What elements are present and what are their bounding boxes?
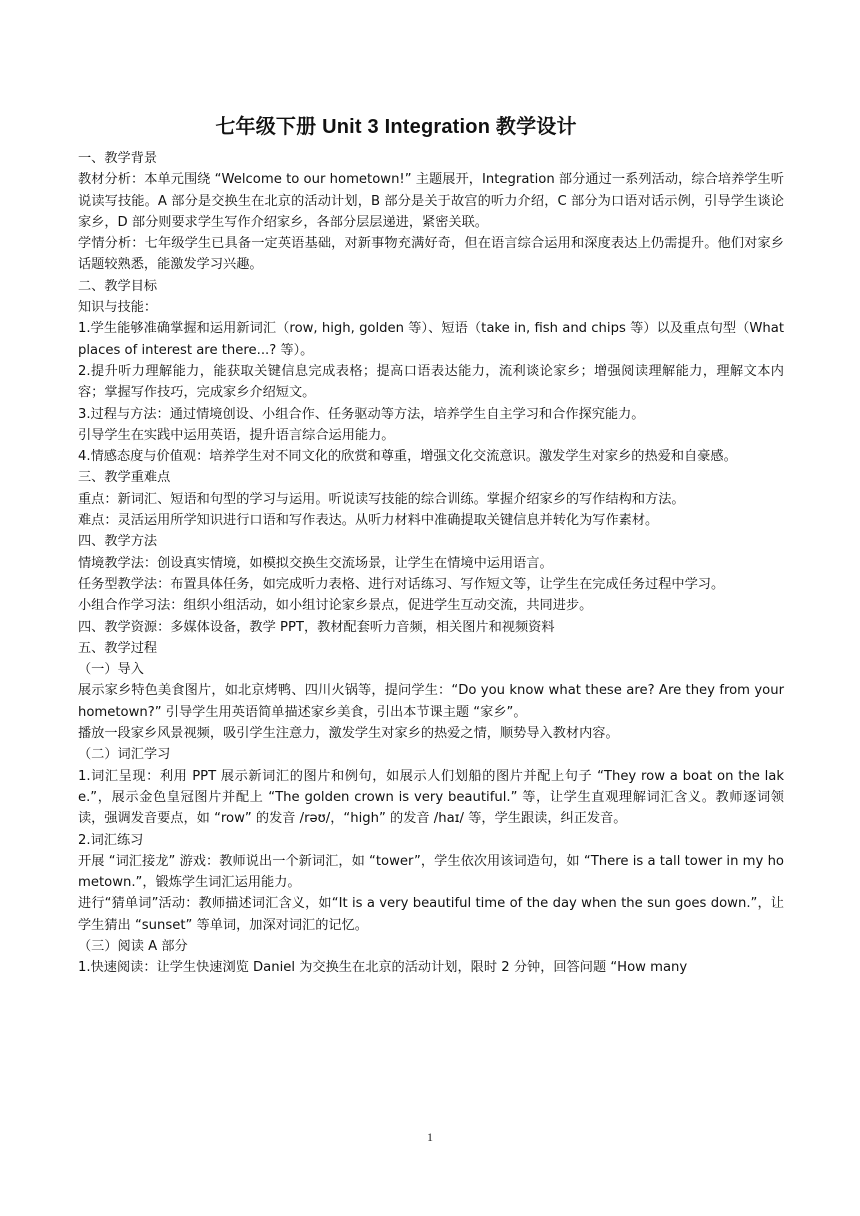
objective-item-3: 3.过程与方法：通过情境创设、小组合作、任务驱动等方法，培养学生自主学习和合作探究能力。 xyxy=(78,406,645,422)
objective-item-2: 2.提升听力理解能力，能获取关键信息完成表格；提高口语表达能力，流利谈论家乡；增强阅读理解能力，理解文本内容；掌握写作技巧，完成家乡介绍短文。 xyxy=(78,363,784,401)
paragraph-task-method: 任务型教学法：布置具体任务，如完成听力表格、进行对话练习、写作短文等，让学生在完成任务过程中学习。 xyxy=(78,576,725,592)
paragraph-group-method: 小组合作学习法：组织小组活动，如小组讨论家乡景点，促进学生互动交流，共同进步。 xyxy=(78,598,593,614)
paragraph-word-chain-game: 开展 “词汇接龙” 游戏：教师说出一个新词汇，如 “tower”，学生依次用该词造句，如 “There is a tall tower in my hometown.”，锻炼学生词汇运用能力。 xyxy=(78,853,784,891)
paragraph-lead-in-food: 展示家乡特色美食图片，如北京烤鸭、四川火锅等，提问学生：“Do you know what these are? Are they from your hometown?” 引导学生用英语简单描述家乡美食，引出本节课主题 “家乡”。 xyxy=(78,683,784,720)
document-title: 七年级下册 Unit 3 Integration 教学设计 xyxy=(215,116,577,138)
paragraph-resources: 四、教学资源：多媒体设备，教学 PPT，教材配套听力音频，相关图片和视频资料 xyxy=(78,619,555,635)
subheading-reading-a: （三）阅读 A 部分 xyxy=(78,938,188,954)
paragraph-textbook-analysis: 教材分析：本单元围绕 “Welcome to our hometown!” 主题展开，Integration 部分通过一系列活动，综合培养学生听说读写技能。A 部分是交换生在北京的活动计划，B 部分是关于故宫的听力介绍，C 部分为口语对话示例，引导学生谈论家乡，D 部分则要求学生写作介绍家乡，各部分层层递进，紧密关联。 xyxy=(78,172,784,230)
paragraph-vocabulary-presentation: 1.词汇呈现：利用 PPT 展示新词汇的图片和例句，如展示人们划船的图片并配上句子 “They row a boat on the lake.”，展示金色皇冠图片并配上 “The golden crown is very beautiful.” 等，让学生直观理解词汇含义。教师逐词领读，强调发音要点，如 “row” 的发音 /rəʊ/，“high” 的发音 /haɪ/ 等，学生跟读，纠正发音。 xyxy=(78,768,784,827)
objective-item-4: 4.情感态度与价值观：培养学生对不同文化的欣赏和尊重，增强文化交流意识。激发学生对家乡的热爱和自豪感。 xyxy=(78,449,737,465)
section-heading-process: 五、教学过程 xyxy=(78,640,158,656)
page-number: 1 xyxy=(427,1130,433,1144)
section-heading-background: 一、教学背景 xyxy=(78,151,158,166)
subheading-knowledge-skills: 知识与技能： xyxy=(78,300,158,316)
paragraph-guess-word-game: 进行“猜单词”活动：教师描述词汇含义，如“It is a very beautiful time of the day when the sun goes down.”，让学生猜出 “sunset” 等单词，加深对词汇的记忆。 xyxy=(78,896,784,933)
text-block xyxy=(78,148,784,979)
subheading-vocabulary-practice: 2.词汇练习 xyxy=(78,832,144,848)
paragraph-situational-method: 情境教学法：创设真实情境，如模拟交换生交流场景，让学生在情境中运用语言。 xyxy=(78,555,553,571)
section-heading-methods: 四、教学方法 xyxy=(78,534,158,550)
objective-item-3-cont: 引导学生在实践中运用英语，提升语言综合运用能力。 xyxy=(78,427,395,443)
subheading-vocabulary: （二）词汇学习 xyxy=(78,747,171,763)
paragraph-key-points: 重点：新词汇、短语和句型的学习与运用。听说读写技能的综合训练。掌握介绍家乡的写作结构和方法。 xyxy=(78,491,685,507)
section-heading-key-points: 三、教学重难点 xyxy=(78,470,171,486)
paragraph-learner-analysis: 学情分析：七年级学生已具备一定英语基础，对新事物充满好奇，但在语言综合运用和深度表达上仍需提升。他们对家乡话题较熟悉，能激发学习兴趣。 xyxy=(78,236,784,273)
paragraph-fast-reading: 1.快速阅读：让学生快速浏览 Daniel 为交换生在北京的活动计划，限时 2 分钟，回答问题 “How many xyxy=(78,960,688,976)
paragraph-difficulties: 难点：灵活运用所学知识进行口语和写作表达。从听力材料中准确提取关键信息并转化为写作素材。 xyxy=(78,513,659,529)
subheading-lead-in: （一）导入 xyxy=(78,662,144,678)
document-body xyxy=(78,112,784,979)
paragraph-lead-in-video: 播放一段家乡风景视频，吸引学生注意力，激发学生对家乡的热爱之情，顺势导入教材内容。 xyxy=(78,726,619,742)
section-heading-objectives: 二、教学目标 xyxy=(78,278,158,294)
objective-item-1: 1.学生能够准确掌握和运用新词汇（row, high, golden 等）、短语（take in, fish and chips 等）以及重点句型（What places of interest are there...? 等）。 xyxy=(78,321,784,358)
